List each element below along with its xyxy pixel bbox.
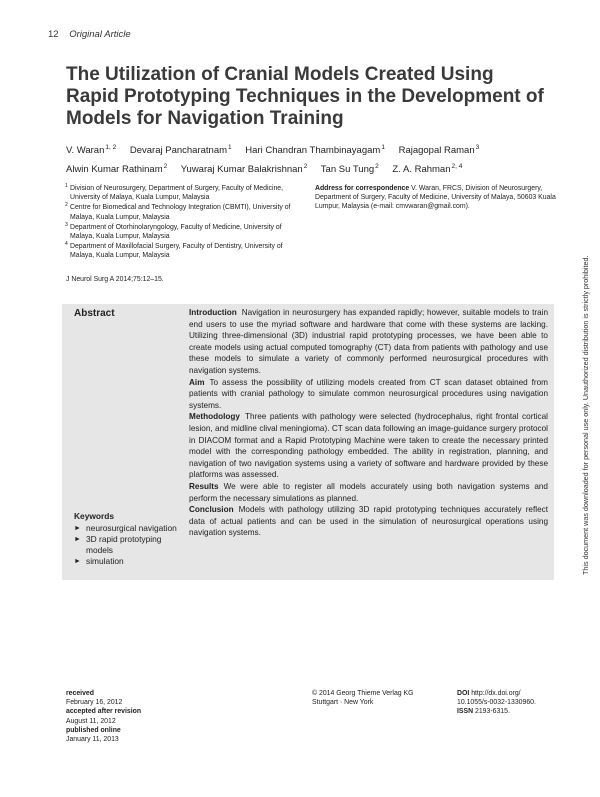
section-label: Original Article — [69, 29, 131, 40]
abstract-results: Results We were able to register all models accurately using both navigation systems and perform the necessary simulations as planned. — [189, 481, 548, 503]
article-dates: received February 16, 2012 accepted after revision August 11, 2012 published online January 11, 2013 — [66, 690, 142, 744]
author: Tan Su Tung$^2$ — [320, 163, 379, 176]
download-notice: This document was downloaded for personal use only. Unauthorized distribution is strictly prohibited. — [581, 255, 590, 575]
keywords-list — [74, 523, 184, 567]
arrow-right-icon: ► — [74, 536, 81, 543]
author-list — [66, 140, 546, 178]
affiliation-item: 2 Centre for Biomedical and Technology Integration (CBMTI), University of Malaya, Kuala Lumpur, Malaysia — [65, 202, 291, 221]
abstract-methodology: Methodology Three patients with pathology were selected (hydrocephalus, right frontal cortical lesion, and midline clival meningioma). CT scan data following an image-guidance surgery protocol in DIACOM format and a Rapid Prototyping Machine were taken to create the necessary printed model with the corresponding pathology embedded. The ability in registration, planning, and navigation of two navigation systems using a variety of software and hardware provided by these platforms was assessed. — [189, 412, 548, 480]
page-number: 12 — [48, 29, 59, 40]
keywords-heading: Keywords — [74, 511, 115, 521]
correspondence — [315, 184, 557, 212]
article-title: The Utilization of Cranial Models Created Using Rapid Prototyping Techniques in the Development of Models for Navigation Training — [66, 64, 544, 129]
affiliation-item: 1 Division of Neurosurgery, Department of Surgery, Faculty of Medicine, University of Malaya, Kuala Lumpur, Malaysia — [65, 183, 284, 202]
arrow-right-icon: ► — [74, 525, 81, 532]
affiliation-item: 3 Department of Otorhinolaryngology, Faculty of Medicine, University of Malaya, Kuala Lumpur, Malaysia — [65, 221, 282, 241]
correspondence-label: Address for correspondence — [315, 185, 410, 192]
doi-link[interactable]: http://dx.doi.org/ — [471, 690, 521, 697]
author: Hari Chandran Thambinayagam$^1$ — [245, 144, 385, 157]
author: Devaraj Pancharatnam$^1$ — [129, 144, 232, 157]
correspondence-text: V. Waran, FRCS, Division of Neurosurgery, Department of Surgery, Faculty of Medicine, University of Malaya, 50603 Kuala Lumpur, Malaysia (e-mail: cmvwaran@gmail.com). — [315, 185, 556, 211]
author: Rajagopal Raman$^3$ — [398, 144, 480, 157]
abstract-conclusion: Conclusion Models with pathology utilizing 3D rapid prototyping techniques accurately reflect data of actual patients and can be used in the simulation of neurosurgical operations using navigation systems. — [189, 505, 548, 538]
copyright-block: © 2014 Georg Thieme Verlag KG Stuttgart · New York — [312, 690, 414, 707]
author: Yuwaraj Kumar Balakrishnan$^2$ — [180, 163, 308, 176]
citation: J Neurol Surg A 2014;75:12–15. — [66, 276, 164, 283]
author: Z. A. Rahman$^{2, 4}$ — [392, 163, 463, 176]
affiliations — [66, 184, 306, 262]
running-header — [48, 29, 131, 40]
abstract-aim: Aim To assess the possibility of utilizing models created from CT scan dataset obtained from patients with cranial pathology to simulate common neurosurgical procedures using navigation systems. — [189, 377, 548, 410]
abstract-heading: Abstract — [74, 308, 115, 319]
abstract-introduction: Introduction Navigation in neurosurgery has expanded rapidly; however, suitable models to train end users to use the myriad software and hardware that come with these systems are lacking. Utilizing three-dimensional (3D) industrial rapid prototyping processes, we have been able to create models using actual computed tomography (CT) data from patients with pathology and use these models to simulate a variety of commonly performed neurosurgical procedures with navigation systems. — [189, 308, 548, 375]
keyword-item: ► neurosurgical navigation — [74, 523, 177, 533]
doi-block: DOI http://dx.doi.org/ 10.1055/s-0032-1330960. ISSN 2193-6315. — [457, 690, 536, 716]
affiliation-item: 4 Department of Maxillofacial Surgery, Faculty of Dentistry, University of Malaya, Kuala Lumpur, Malaysia — [65, 241, 283, 260]
keyword-item: ► simulation — [74, 556, 124, 566]
keyword-item: ► 3D rapid prototyping models — [74, 534, 162, 555]
abstract-body — [189, 307, 548, 539]
author: V. Waran$^{1, 2}$ — [66, 144, 117, 157]
arrow-right-icon: ► — [74, 558, 81, 565]
author: Alwin Kumar Rathinam$^2$ — [66, 163, 168, 176]
